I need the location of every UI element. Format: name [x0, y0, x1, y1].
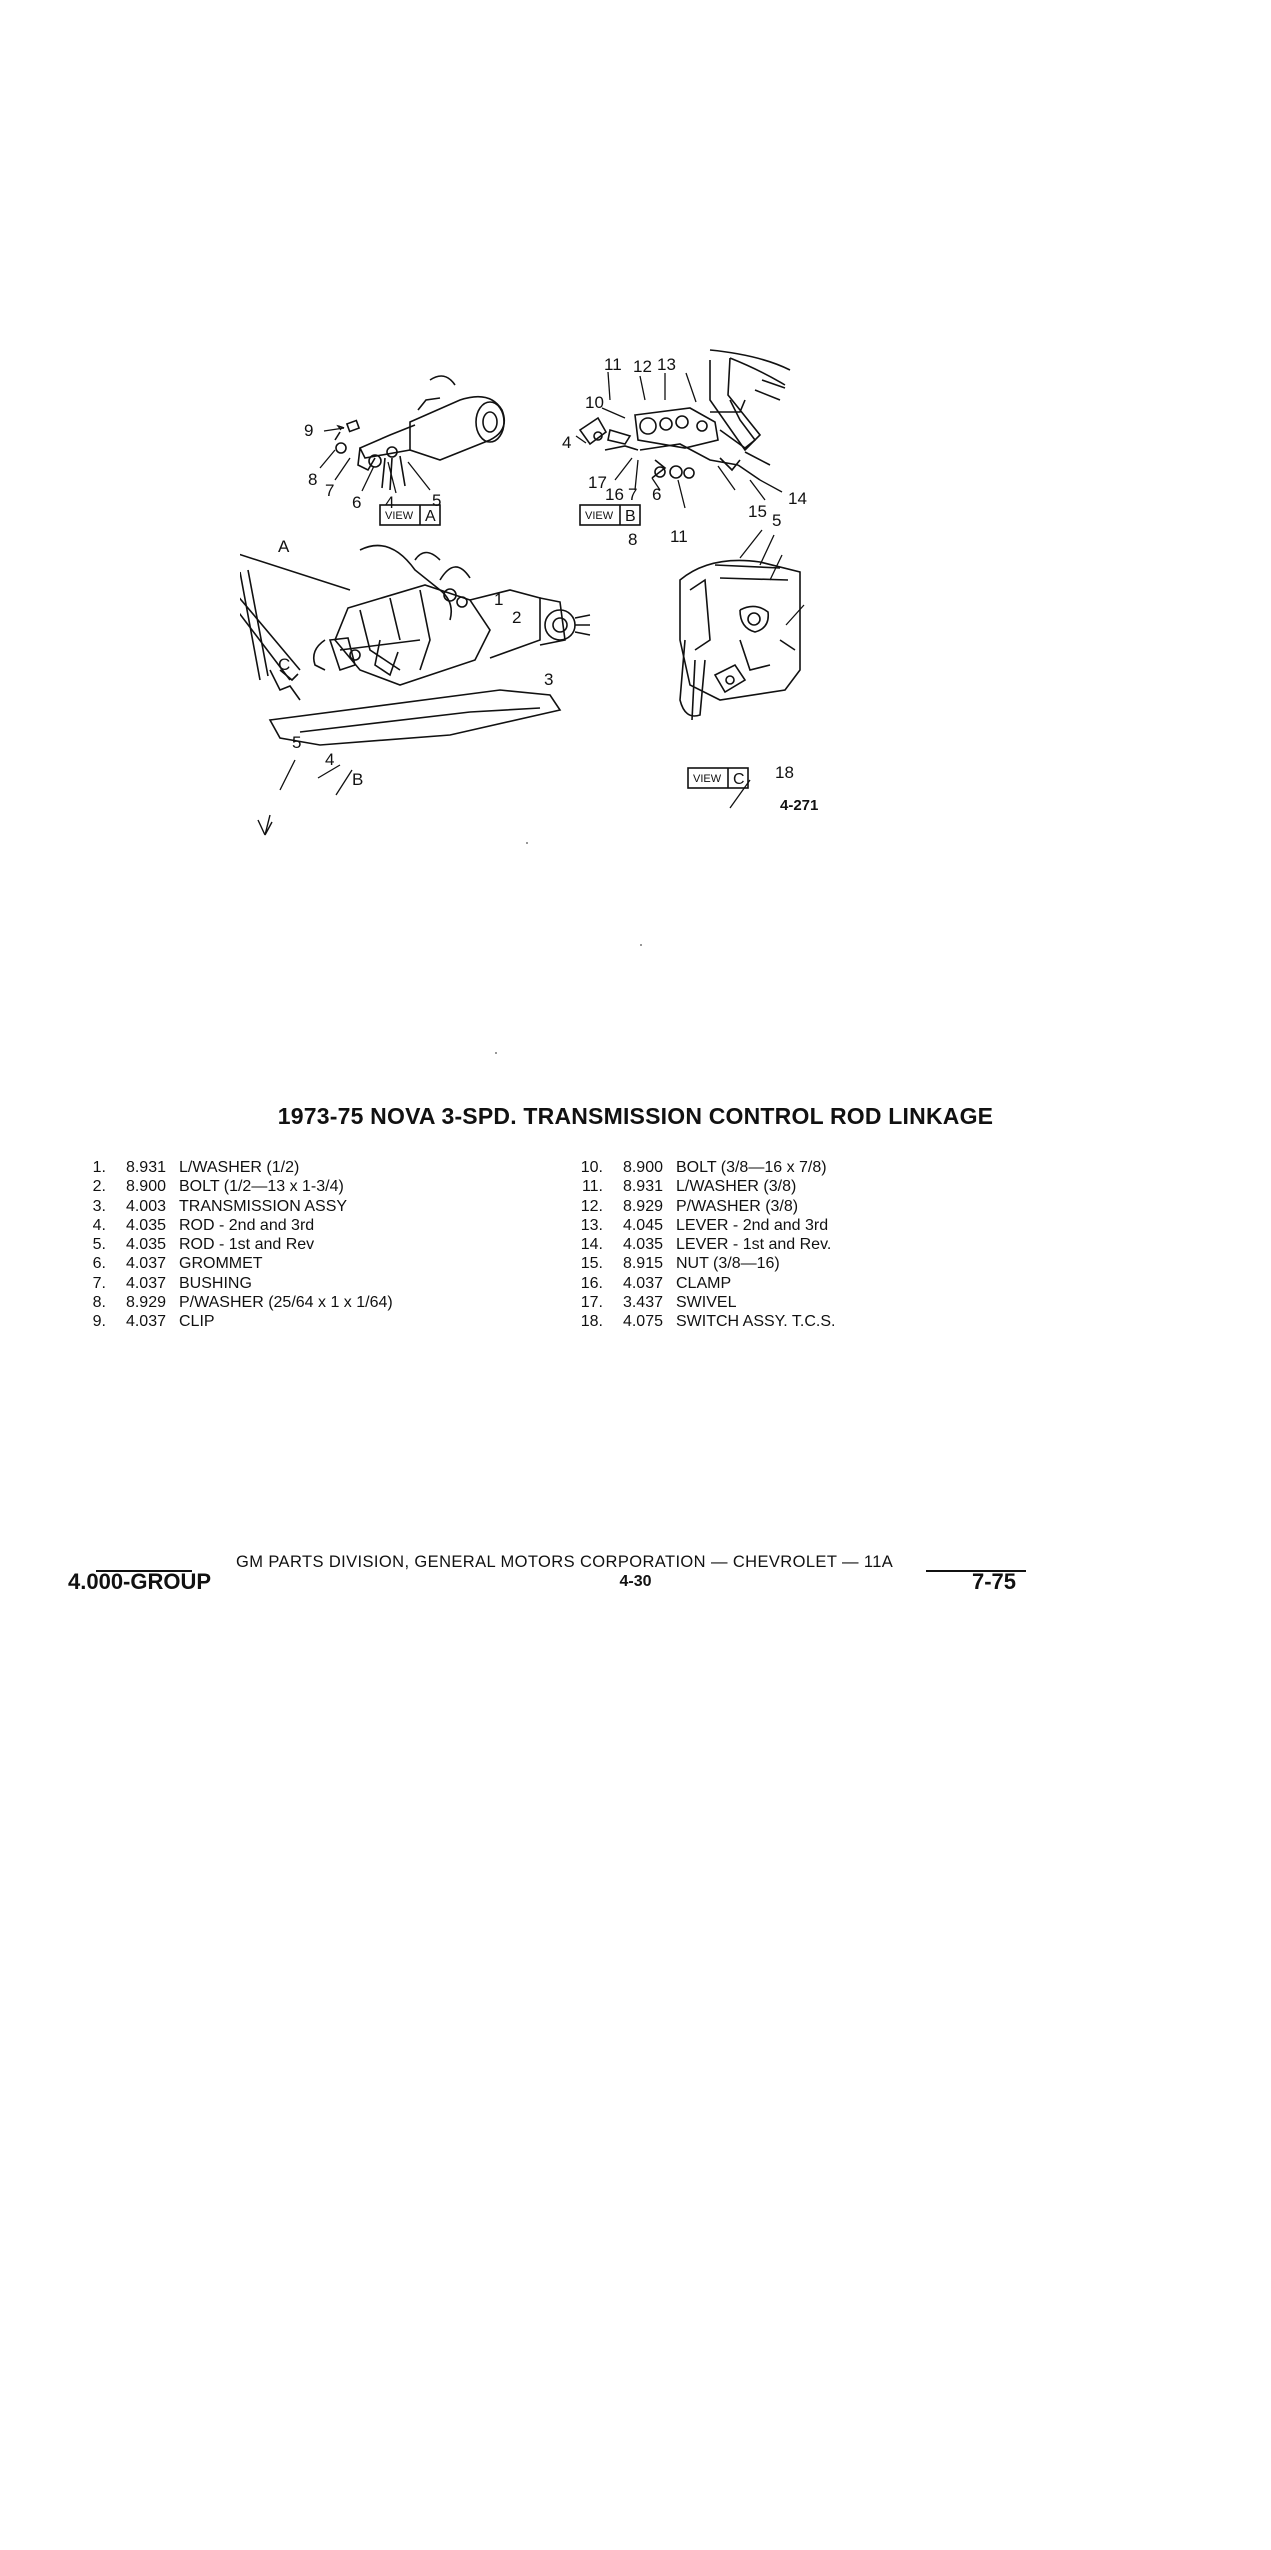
group-code: 8.915: [622, 1255, 663, 1273]
item-description: BUSHING: [179, 1274, 252, 1292]
footer-group: 4.000-GROUP: [68, 1569, 212, 1594]
item-description: BOLT (3/8—16 x 7/8): [676, 1159, 827, 1176]
list-item: [76, 1235, 393, 1254]
callout-16: 16: [605, 485, 624, 504]
item-number: 5.: [92, 1236, 106, 1254]
scan-speck: [640, 944, 642, 946]
view-b-label: [580, 505, 640, 525]
footer-date: 7-75: [972, 1569, 1017, 1594]
item-description: BOLT (1/2—13 x 1-3/4): [179, 1178, 344, 1196]
parts-list-right: [573, 1158, 835, 1332]
list-item: [573, 1197, 835, 1216]
item-number: 8.: [92, 1294, 106, 1312]
list-item: [76, 1197, 393, 1216]
list-item: [76, 1158, 393, 1177]
callout-6-view-a: 6: [352, 493, 362, 512]
item-number: 3.: [92, 1197, 106, 1215]
item-description: ROD - 1st and Rev: [179, 1236, 315, 1254]
item-number: 11.: [581, 1178, 603, 1196]
group-code: 8.929: [125, 1294, 166, 1312]
callout-7-view-a: 7: [325, 481, 335, 500]
group-code: 4.075: [622, 1313, 663, 1331]
item-number: 13.: [580, 1216, 603, 1234]
list-item: [76, 1177, 393, 1196]
group-code: 4.037: [622, 1274, 663, 1292]
item-number: 17.: [580, 1294, 603, 1312]
item-number: 1.: [92, 1159, 106, 1176]
callout-11-top: 11: [604, 355, 622, 374]
item-number: 6.: [92, 1255, 106, 1273]
list-item: [76, 1216, 393, 1235]
item-number: 15.: [580, 1255, 603, 1273]
arrow-label-b: B: [352, 770, 364, 789]
item-description: LEVER - 1st and Rev.: [676, 1236, 832, 1254]
group-code: 8.900: [125, 1178, 166, 1196]
item-description: NUT (3/8—16): [676, 1255, 780, 1273]
view-a-word: VIEW: [385, 510, 414, 522]
group-code: 8.931: [125, 1159, 166, 1176]
callout-15: 15: [748, 502, 767, 521]
view-c-label: [688, 768, 748, 788]
list-item: [76, 1274, 393, 1293]
group-code: 4.037: [125, 1274, 166, 1292]
item-description: SWITCH ASSY. T.C.S.: [676, 1313, 836, 1331]
list-item: [573, 1177, 835, 1196]
callout-5-view-a: 5: [432, 491, 442, 510]
list-item: [76, 1312, 393, 1331]
linkage-illustration: [240, 340, 860, 850]
callout-numbers: [278, 355, 818, 814]
group-code: 8.931: [622, 1178, 663, 1196]
item-description: TRANSMISSION ASSY: [179, 1197, 348, 1215]
item-number: 16.: [580, 1274, 603, 1292]
item-number: 4.: [92, 1216, 106, 1234]
callout-8-view-a: 8: [308, 470, 318, 489]
footer-page-number: 4-30: [619, 1573, 652, 1590]
item-number: 9.: [92, 1313, 106, 1331]
group-code: 4.035: [125, 1216, 166, 1234]
view-b-word: VIEW: [585, 510, 614, 522]
callout-4-view-a: 4: [385, 493, 395, 512]
list-item: [573, 1235, 835, 1254]
item-number: 7.: [92, 1274, 106, 1292]
callout-8-view-b: 8: [628, 530, 638, 549]
callout-2: 2: [512, 608, 522, 627]
footer-division: GM PARTS DIVISION, GENERAL MOTORS CORPORATION — CHEVROLET — 11A: [236, 1553, 894, 1571]
scan-speck: [495, 1052, 497, 1054]
figure-number: 4-271: [780, 797, 819, 814]
item-description: CLAMP: [676, 1274, 732, 1292]
callout-1: 1: [494, 590, 504, 609]
scan-speck: [526, 842, 528, 844]
group-code: 8.929: [622, 1197, 663, 1215]
view-c-letter: C: [733, 771, 745, 788]
item-description: LEVER - 2nd and 3rd: [676, 1216, 829, 1234]
group-code: 4.003: [125, 1197, 166, 1215]
group-code: 3.437: [622, 1294, 663, 1312]
item-description: L/WASHER (3/8): [676, 1178, 797, 1196]
item-description: CLIP: [179, 1313, 215, 1331]
item-description: ROD - 2nd and 3rd: [179, 1216, 315, 1234]
callout-12: 12: [633, 357, 652, 376]
callout-11-bottom: 11: [670, 527, 688, 546]
parts-list-left: [76, 1158, 393, 1332]
callout-4-main: 4: [325, 750, 335, 769]
callout-3: 3: [544, 670, 554, 689]
callout-4-view-b: 4: [562, 433, 572, 452]
list-item: [573, 1293, 835, 1312]
list-item: [573, 1254, 835, 1273]
callout-9: 9: [304, 421, 314, 440]
list-item: [573, 1158, 835, 1177]
arrow-label-c: C: [278, 655, 291, 674]
list-item: [573, 1312, 835, 1331]
callout-10: 10: [585, 393, 604, 412]
callout-14: 14: [788, 489, 807, 508]
item-description: L/WASHER (1/2): [179, 1159, 300, 1176]
main-view-illustration: [240, 540, 590, 745]
item-description: P/WASHER (25/64 x 1 x 1/64): [179, 1294, 393, 1312]
callout-7-view-b: 7: [628, 485, 638, 504]
item-number: 2.: [92, 1178, 106, 1196]
view-a-illustration: [335, 376, 504, 490]
view-b-letter: B: [625, 508, 636, 525]
item-number: 14.: [580, 1236, 603, 1254]
item-description: SWIVEL: [676, 1294, 737, 1312]
item-description: P/WASHER (3/8): [676, 1197, 799, 1215]
group-code: 4.045: [622, 1216, 663, 1234]
view-c-illustration: [680, 560, 800, 720]
group-code: 8.900: [622, 1159, 663, 1176]
page-title: 1973-75 NOVA 3-SPD. TRANSMISSION CONTROL ROD LINKAGE: [277, 1103, 994, 1129]
arrow-label-a: A: [278, 537, 290, 556]
callout-5-main: 5: [292, 733, 302, 752]
callout-18: 18: [775, 763, 794, 782]
group-code: 4.035: [125, 1236, 166, 1254]
item-number: 12.: [580, 1197, 603, 1215]
item-number: 10.: [580, 1159, 603, 1176]
list-item: [573, 1274, 835, 1293]
callout-17: 17: [588, 473, 607, 492]
linkage-diagram: [240, 340, 860, 850]
view-c-word: VIEW: [693, 773, 722, 785]
group-code: 4.037: [125, 1313, 166, 1331]
callout-6-view-b: 6: [652, 485, 662, 504]
view-a-letter: A: [425, 508, 436, 525]
item-number: 18.: [580, 1313, 603, 1331]
callout-5-view-b: 5: [772, 511, 782, 530]
list-item: [76, 1254, 393, 1273]
callout-13: 13: [657, 355, 676, 374]
group-code: 4.035: [622, 1236, 663, 1254]
list-item: [573, 1216, 835, 1235]
item-description: GROMMET: [179, 1255, 263, 1273]
group-code: 4.037: [125, 1255, 166, 1273]
list-item: [76, 1293, 393, 1312]
